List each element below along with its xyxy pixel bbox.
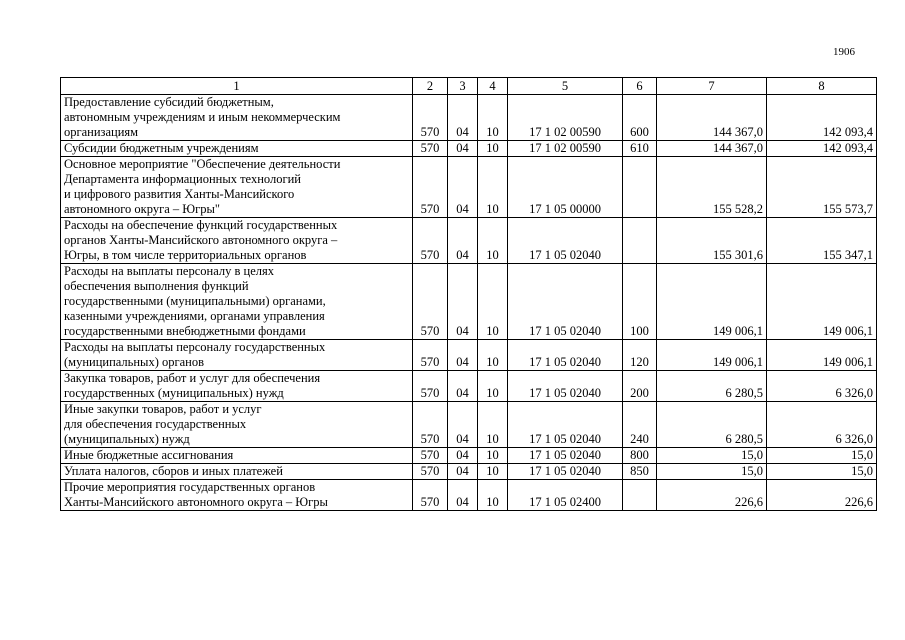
expense-name-line: Ханты-Мансийского автономного округа – Югры <box>64 495 328 509</box>
expense-name-cell <box>61 371 413 402</box>
expense-type-cell: 240 <box>623 402 657 448</box>
subsection-code-cell: 10 <box>478 480 508 511</box>
expense-type-cell <box>623 480 657 511</box>
ministry-code-cell: 570 <box>413 371 448 402</box>
expense-name-line: (муниципальных) органов <box>64 355 205 369</box>
expense-name-cell <box>61 95 413 141</box>
amount-year2-cell: 149 006,1 <box>767 340 877 371</box>
subsection-code-cell: 10 <box>478 95 508 141</box>
amount-year2-cell: 6 326,0 <box>767 371 877 402</box>
subsection-code-cell: 10 <box>478 448 508 464</box>
expense-type-cell: 850 <box>623 464 657 480</box>
table-row <box>61 402 877 448</box>
expense-name-line: обеспечения выполнения функций <box>64 279 249 293</box>
budget-table <box>60 77 877 511</box>
amount-year2-cell: 155 347,1 <box>767 218 877 264</box>
ministry-code-cell: 570 <box>413 480 448 511</box>
column-header: 2 <box>413 78 448 95</box>
column-header: 5 <box>508 78 623 95</box>
expense-name-line: и цифрового развития Ханты-Мансийского <box>64 187 295 201</box>
target-article-cell: 17 1 05 02040 <box>508 218 623 264</box>
ministry-code-cell: 570 <box>413 95 448 141</box>
amount-year2-cell: 6 326,0 <box>767 402 877 448</box>
amount-year1-cell: 149 006,1 <box>657 340 767 371</box>
target-article-cell: 17 1 02 00590 <box>508 141 623 157</box>
section-code-cell: 04 <box>448 448 478 464</box>
expense-type-cell: 200 <box>623 371 657 402</box>
subsection-code-cell: 10 <box>478 402 508 448</box>
amount-year2-cell: 149 006,1 <box>767 264 877 340</box>
amount-year1-cell: 144 367,0 <box>657 141 767 157</box>
expense-name-line: казенными учреждениями, органами управления <box>64 309 325 323</box>
expense-type-cell: 100 <box>623 264 657 340</box>
section-code-cell: 04 <box>448 464 478 480</box>
ministry-code-cell: 570 <box>413 464 448 480</box>
amount-year1-cell: 149 006,1 <box>657 264 767 340</box>
column-header: 3 <box>448 78 478 95</box>
table-row <box>61 480 877 511</box>
table-row <box>61 340 877 371</box>
target-article-cell: 17 1 05 02040 <box>508 448 623 464</box>
section-code-cell: 04 <box>448 480 478 511</box>
expense-name-line: Иные закупки товаров, работ и услуг <box>64 402 262 416</box>
expense-name-cell <box>61 402 413 448</box>
expense-type-cell <box>623 218 657 264</box>
expense-name-cell <box>61 464 413 480</box>
expense-name-line: Предоставление субсидий бюджетным, <box>64 95 274 109</box>
subsection-code-cell: 10 <box>478 371 508 402</box>
target-article-cell: 17 1 05 00000 <box>508 157 623 218</box>
expense-name-line: Уплата налогов, сборов и иных платежей <box>64 464 283 478</box>
table-row <box>61 141 877 157</box>
amount-year1-cell: 155 301,6 <box>657 218 767 264</box>
ministry-code-cell: 570 <box>413 402 448 448</box>
section-code-cell: 04 <box>448 402 478 448</box>
expense-name-cell <box>61 480 413 511</box>
section-code-cell: 04 <box>448 95 478 141</box>
subsection-code-cell: 10 <box>478 141 508 157</box>
target-article-cell: 17 1 05 02040 <box>508 371 623 402</box>
column-header: 1 <box>61 78 413 95</box>
expense-name-line: государственных (муниципальных) нужд <box>64 386 284 400</box>
table-row <box>61 264 877 340</box>
subsection-code-cell: 10 <box>478 264 508 340</box>
table-row <box>61 464 877 480</box>
amount-year2-cell: 155 573,7 <box>767 157 877 218</box>
expense-name-cell <box>61 218 413 264</box>
section-code-cell: 04 <box>448 218 478 264</box>
expense-name-line: автономным учреждениям и иным некоммерческим <box>64 110 341 124</box>
target-article-cell: 17 1 05 02040 <box>508 464 623 480</box>
expense-name-cell <box>61 141 413 157</box>
amount-year1-cell: 6 280,5 <box>657 371 767 402</box>
expense-name-line: организациям <box>64 125 139 139</box>
subsection-code-cell: 10 <box>478 464 508 480</box>
table-row <box>61 157 877 218</box>
expense-name-line: государственными внебюджетными фондами <box>64 324 306 338</box>
table-header-row <box>61 78 877 95</box>
expense-name-cell <box>61 157 413 218</box>
amount-year1-cell: 144 367,0 <box>657 95 767 141</box>
ministry-code-cell: 570 <box>413 218 448 264</box>
expense-name-line: Расходы на выплаты персоналу в целях <box>64 264 274 278</box>
expense-name-line: автономного округа – Югры" <box>64 202 220 216</box>
expense-name-line: Прочие мероприятия государственных органов <box>64 480 316 494</box>
expense-type-cell: 610 <box>623 141 657 157</box>
table-row <box>61 371 877 402</box>
amount-year2-cell: 15,0 <box>767 448 877 464</box>
target-article-cell: 17 1 02 00590 <box>508 95 623 141</box>
expense-type-cell <box>623 157 657 218</box>
target-article-cell: 17 1 05 02040 <box>508 340 623 371</box>
column-header: 8 <box>767 78 877 95</box>
table-row <box>61 448 877 464</box>
expense-type-cell: 800 <box>623 448 657 464</box>
subsection-code-cell: 10 <box>478 157 508 218</box>
table-row <box>61 218 877 264</box>
expense-name-line: Расходы на обеспечение функций государственных <box>64 218 338 232</box>
expense-type-cell: 120 <box>623 340 657 371</box>
expense-name-line: Субсидии бюджетным учреждениям <box>64 141 259 155</box>
ministry-code-cell: 570 <box>413 264 448 340</box>
amount-year1-cell: 15,0 <box>657 464 767 480</box>
expense-name-cell <box>61 264 413 340</box>
expense-name-line: Основное мероприятие "Обеспечение деятельности <box>64 157 341 171</box>
target-article-cell: 17 1 05 02400 <box>508 480 623 511</box>
section-code-cell: 04 <box>448 340 478 371</box>
expense-name-line: (муниципальных) нужд <box>64 432 190 446</box>
expense-type-cell: 600 <box>623 95 657 141</box>
expense-name-line: государственными (муниципальными) органами, <box>64 294 326 308</box>
column-header: 6 <box>623 78 657 95</box>
expense-name-line: Расходы на выплаты персоналу государственных <box>64 340 326 354</box>
amount-year1-cell: 226,6 <box>657 480 767 511</box>
section-code-cell: 04 <box>448 264 478 340</box>
page-number: 1906 <box>833 46 855 58</box>
section-code-cell: 04 <box>448 157 478 218</box>
amount-year1-cell: 6 280,5 <box>657 402 767 448</box>
amount-year2-cell: 226,6 <box>767 480 877 511</box>
expense-name-line: Закупка товаров, работ и услуг для обеспечения <box>64 371 321 385</box>
column-header: 4 <box>478 78 508 95</box>
column-header: 7 <box>657 78 767 95</box>
subsection-code-cell: 10 <box>478 218 508 264</box>
amount-year2-cell: 15,0 <box>767 464 877 480</box>
expense-name-line: Иные бюджетные ассигнования <box>64 448 234 462</box>
ministry-code-cell: 570 <box>413 448 448 464</box>
amount-year2-cell: 142 093,4 <box>767 141 877 157</box>
expense-name-line: Югры, в том числе территориальных органов <box>64 248 307 262</box>
ministry-code-cell: 570 <box>413 157 448 218</box>
amount-year1-cell: 155 528,2 <box>657 157 767 218</box>
subsection-code-cell: 10 <box>478 340 508 371</box>
target-article-cell: 17 1 05 02040 <box>508 264 623 340</box>
table-row <box>61 95 877 141</box>
expense-name-cell <box>61 448 413 464</box>
section-code-cell: 04 <box>448 141 478 157</box>
ministry-code-cell: 570 <box>413 141 448 157</box>
amount-year2-cell: 142 093,4 <box>767 95 877 141</box>
expense-name-line: Департамента информационных технологий <box>64 172 301 186</box>
expense-name-cell <box>61 340 413 371</box>
expense-name-line: для обеспечения государственных <box>64 417 247 431</box>
target-article-cell: 17 1 05 02040 <box>508 402 623 448</box>
ministry-code-cell: 570 <box>413 340 448 371</box>
amount-year1-cell: 15,0 <box>657 448 767 464</box>
section-code-cell: 04 <box>448 371 478 402</box>
expense-name-line: органов Ханты-Мансийского автономного округа – <box>64 233 338 247</box>
